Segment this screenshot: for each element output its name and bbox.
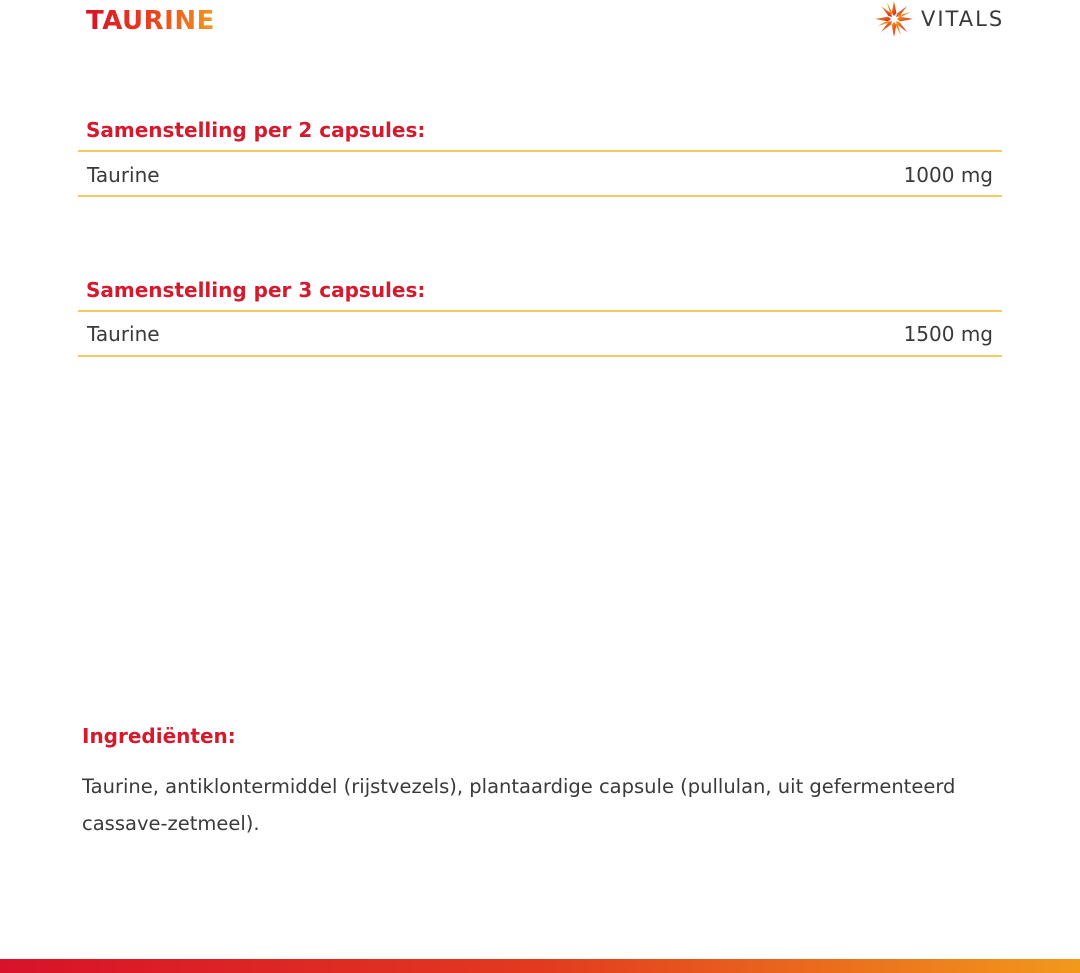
brand-name: VITALS — [921, 7, 1005, 31]
table-rule-top — [78, 310, 1002, 312]
composition-3-row-name: Taurine — [87, 322, 160, 346]
ingredients-text: Taurine, antiklontermiddel (rijstvezels), plantaardige capsule (pullulan, uit gefermenteerd cassave-zetmeel). — [82, 775, 956, 835]
composition-3-row-amount: 1500 mg — [903, 322, 993, 346]
brand-logo — [873, 0, 1004, 38]
table-rule-bottom — [78, 355, 1002, 357]
sunburst-star-icon — [873, 0, 915, 38]
ingredients-heading: Ingrediënten: — [82, 724, 236, 748]
bottom-gradient-bar — [0, 959, 1080, 973]
composition-2-row-amount: 1000 mg — [903, 163, 993, 187]
composition-2-row-name: Taurine — [87, 163, 160, 187]
product-title: TAURINE — [86, 6, 215, 36]
table-rule-bottom — [78, 195, 1002, 197]
composition-3-heading: Samenstelling per 3 capsules: — [86, 278, 426, 302]
table-rule-top — [78, 150, 1002, 152]
composition-2-heading: Samenstelling per 2 capsules: — [86, 118, 426, 142]
